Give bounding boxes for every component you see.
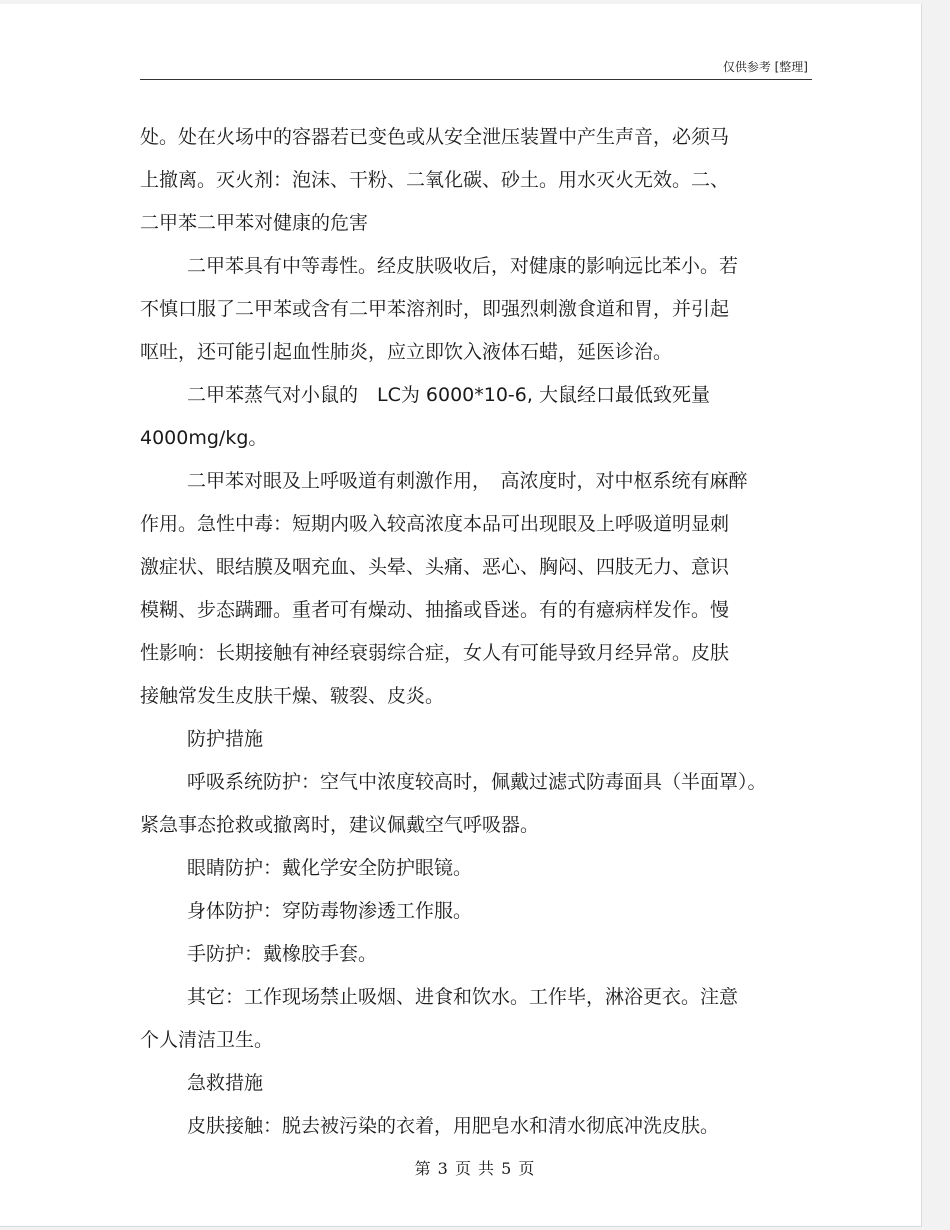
page-header: 仅供参考 [整理] (722, 60, 808, 74)
text-line: 其它：工作现场禁止吸烟、进食和饮水。工作毕，淋浴更衣。注意 (187, 986, 739, 1008)
text-line: 性影响：长期接触有神经衰弱综合症，女人有可能导致月经异常。皮肤 (140, 642, 730, 664)
text-line: 模糊、步态蹒跚。重者可有燥动、抽搐或昏迷。有的有癔病样发作。慢 (140, 599, 730, 621)
text-line: 防护措施 (187, 728, 264, 750)
text-line: 二甲苯二甲苯对健康的危害 (140, 212, 369, 234)
text-line: 呼吸系统防护：空气中浓度较高时，佩戴过滤式防毒面具（半面罩）。 (187, 771, 767, 793)
text-line: 急救措施 (187, 1072, 264, 1094)
text-line: 二甲苯蒸气对小鼠的 LC为 6000*10-6, 大鼠经口最低致死量 (187, 384, 710, 406)
text-line: 紧急事态抢救或撤离时，建议佩戴空气呼吸器。 (140, 814, 540, 836)
text-line: 二甲苯对眼及上呼吸道有刺激作用， 高浓度时，对中枢系统有麻醉 (187, 470, 748, 492)
text-line: 眼睛防护：戴化学安全防护眼镜。 (187, 857, 473, 879)
text-line: 身体防护：穿防毒物渗透工作服。 (187, 900, 473, 922)
text-line: 处。处在火场中的容器若已变色或从安全泄压装置中产生声音，必须马 (140, 126, 730, 148)
text-line: 个人清洁卫生。 (140, 1029, 274, 1051)
text-line: 4000mg/kg。 (140, 427, 268, 449)
text-line: 手防护：戴橡胶手套。 (187, 943, 378, 965)
text-line: 作用。急性中毒：短期内吸入较高浓度本品可出现眼及上呼吸道明显刺 (140, 513, 730, 535)
document-page (0, 4, 922, 1227)
text-line: 激症状、眼结膜及咽充血、头晕、头痛、恶心、胸闷、四肢无力、意识 (140, 556, 730, 578)
page-footer: 第 3 页 共 5 页 (414, 1159, 536, 1178)
body-text (140, 116, 820, 1148)
text-line: 二甲苯具有中等毒性。经皮肤吸收后，对健康的影响远比苯小。若 (187, 255, 739, 277)
text-line: 皮肤接触：脱去被污染的衣着，用肥皂水和清水彻底冲洗皮肤。 (187, 1115, 720, 1137)
header-divider (140, 79, 812, 80)
text-line: 不慎口服了二甲苯或含有二甲苯溶剂时，即强烈刺激食道和胃，并引起 (140, 298, 730, 320)
text-line: 上撤离。灭火剂：泡沫、干粉、二氧化碳、砂土。用水灭火无效。二、 (140, 169, 730, 191)
text-line: 呕吐，还可能引起血性肺炎，应立即饮入液体石蜡，延医诊治。 (140, 341, 673, 363)
text-line: 接触常发生皮肤干燥、皲裂、皮炎。 (140, 685, 445, 707)
